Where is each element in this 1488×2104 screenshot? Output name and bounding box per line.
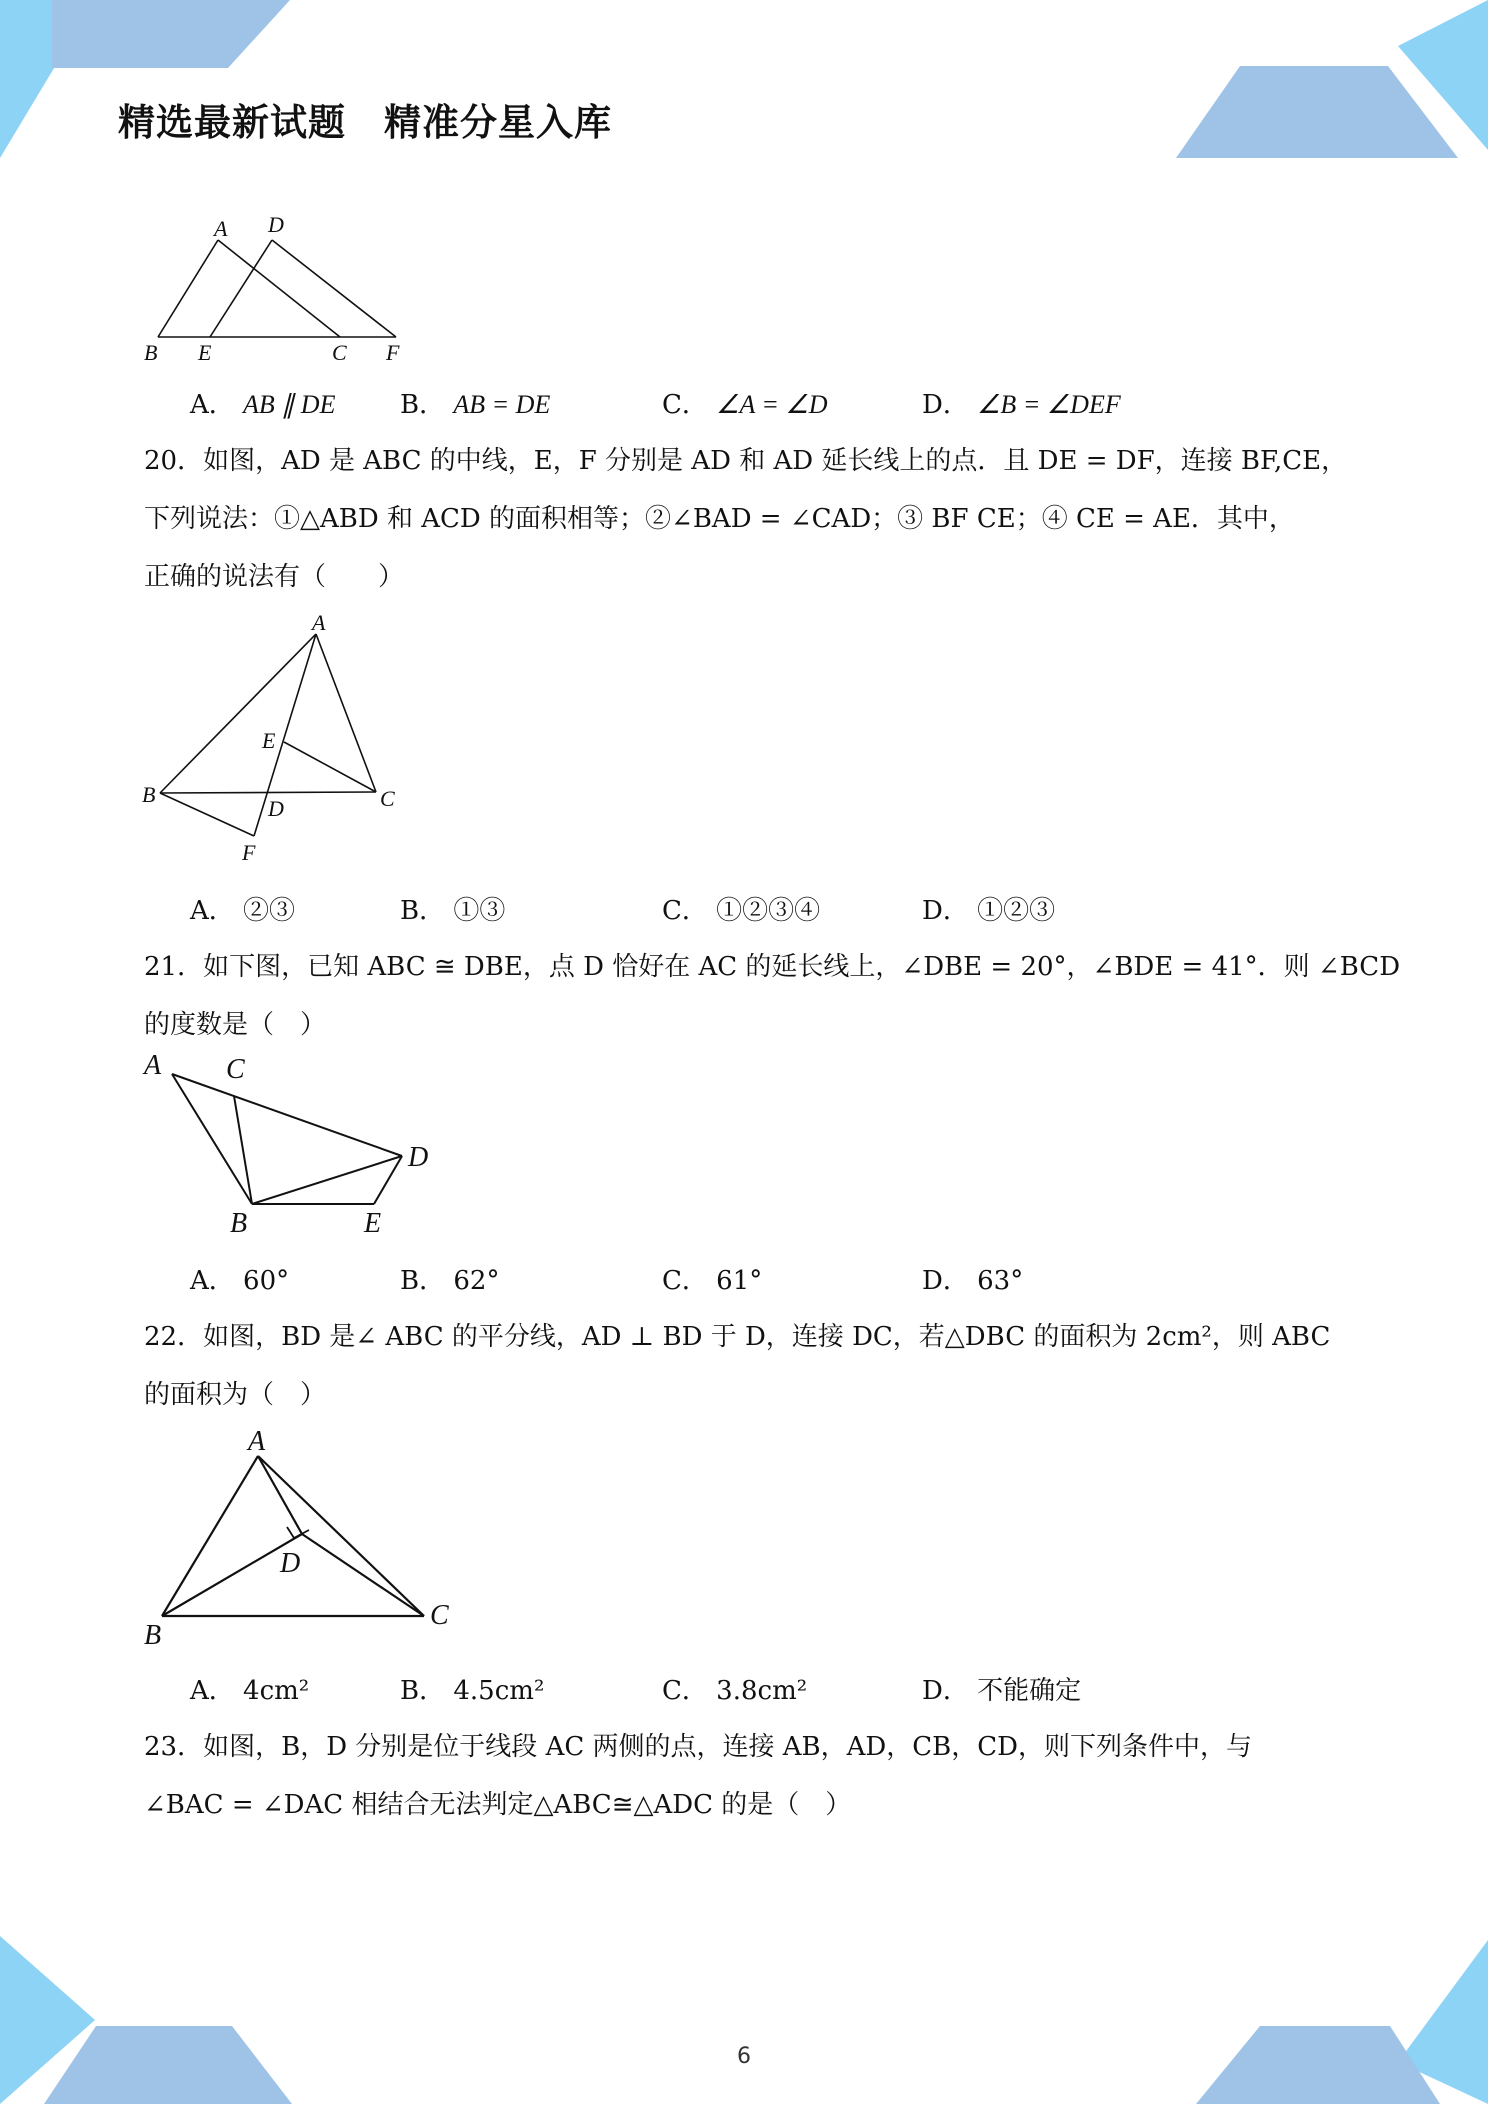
option-letter: D． — [922, 1676, 969, 1706]
q20-option-b[interactable] — [400, 890, 505, 927]
option-letter: B． — [400, 896, 446, 926]
option-letter: A． — [190, 390, 235, 420]
q22-label-c: C — [430, 1600, 449, 1631]
q19-figure — [138, 212, 418, 367]
option-letter: D． — [922, 390, 969, 420]
q22-line-1: 22．如图，BD 是∠ ABC 的平分线，AD ⊥ BD 于 D，连接 DC，若△DBC 的面积为 2cm²，则 ABC — [144, 1322, 1331, 1352]
q20-label-d: D — [268, 796, 284, 821]
q19-label-a: A — [214, 216, 228, 241]
q22-line-2: 的面积为（ ） — [144, 1380, 327, 1410]
q19-option-a[interactable] — [190, 384, 335, 421]
page-number: 6 — [737, 2044, 751, 2069]
q21-figure — [138, 1052, 448, 1242]
option-letter: D． — [922, 896, 969, 926]
q19-label-f: F — [386, 340, 400, 365]
q19-option-c[interactable] — [662, 384, 828, 421]
q19-label-e: E — [198, 340, 212, 365]
q23-line-1: 23．如图，B，D 分别是位于线段 AC 两侧的点，连接 AB，AD，CB，CD，则下列条件中，与 — [144, 1732, 1253, 1762]
option-letter: B． — [400, 1266, 446, 1296]
q19-label-c: C — [332, 340, 347, 365]
option-text: 61° — [716, 1266, 763, 1296]
q20-option-d[interactable] — [922, 890, 1055, 927]
option-letter: C． — [662, 1266, 708, 1296]
option-text: 4.5cm² — [453, 1676, 545, 1706]
top-left-band — [52, 0, 290, 68]
option-text: ①③ — [453, 896, 506, 926]
option-text: ②③ — [243, 896, 296, 926]
q19-label-d: D — [268, 212, 284, 237]
q19-option-b[interactable] — [400, 384, 550, 421]
q19-label-b: B — [144, 340, 158, 365]
option-letter: C． — [662, 390, 708, 420]
option-letter: A． — [190, 1676, 235, 1706]
option-letter: A． — [190, 896, 235, 926]
q20-figure — [138, 606, 408, 872]
option-letter: B． — [400, 1676, 446, 1706]
option-text: ①②③④ — [716, 896, 821, 926]
option-letter: C． — [662, 1676, 708, 1706]
option-text: AB ∥ DE — [243, 390, 336, 419]
option-letter: B． — [400, 390, 446, 420]
q22-option-c[interactable] — [662, 1670, 807, 1707]
q22-label-b: B — [144, 1620, 162, 1650]
q20-label-e: E — [262, 728, 276, 753]
option-letter: C． — [662, 896, 708, 926]
q22-option-d[interactable] — [922, 1670, 1081, 1707]
q21-option-d[interactable] — [922, 1260, 1023, 1297]
option-text: 3.8cm² — [716, 1676, 808, 1706]
q21-option-a[interactable] — [190, 1260, 289, 1297]
option-text: AB = DE — [453, 390, 551, 419]
q20-label-c: C — [380, 786, 395, 811]
q20-label-f: F — [242, 840, 256, 865]
q20-line-2: 下列说法：①△ABD 和 ACD 的面积相等；②∠BAD = ∠CAD；③ BF CE；④ CE = AE．其中， — [144, 504, 1295, 534]
q23-line-2: ∠BAC = ∠DAC 相结合无法判定△ABC≅△ADC 的是（ ） — [144, 1790, 852, 1820]
q20-option-c[interactable] — [662, 890, 820, 927]
option-text: 60° — [243, 1266, 290, 1296]
option-text: ∠A = ∠D — [716, 390, 828, 419]
q21-label-a: A — [144, 1052, 162, 1081]
option-text: 不能确定 — [977, 1676, 1082, 1706]
top-right-trapezoid — [1176, 66, 1458, 158]
page-header-title: 精选最新试题 精准分星入库 — [118, 101, 612, 144]
q20-label-a: A — [312, 610, 326, 635]
q21-option-b[interactable] — [400, 1260, 499, 1297]
q20-line-3: 正确的说法有（ ） — [144, 562, 405, 592]
q21-line-1: 21．如下图，已知 ABC ≅ DBE，点 D 恰好在 AC 的延长线上，∠DBE = 20°，∠BDE = 41°．则 ∠BCD — [144, 952, 1401, 982]
q22-figure — [138, 1420, 468, 1650]
option-text: 62° — [453, 1266, 500, 1296]
q19-option-d[interactable] — [922, 384, 1121, 421]
q20-option-a[interactable] — [190, 890, 295, 927]
option-text: 4cm² — [243, 1676, 310, 1706]
q22-label-d: D — [280, 1548, 301, 1579]
option-text: ∠B = ∠DEF — [977, 390, 1121, 419]
option-text: ①②③ — [977, 896, 1056, 926]
q22-option-b[interactable] — [400, 1670, 544, 1707]
q21-label-b: B — [230, 1208, 248, 1239]
q21-option-c[interactable] — [662, 1260, 762, 1297]
q21-label-e: E — [364, 1208, 382, 1239]
q20-label-b: B — [142, 782, 156, 807]
q21-label-c: C — [226, 1054, 245, 1085]
q22-label-a: A — [248, 1426, 266, 1457]
q20-line-1: 20．如图，AD 是 ABC 的中线，E，F 分别是 AD 和 AD 延长线上的点．且 DE = DF，连接 BF,CE， — [144, 446, 1348, 476]
q21-line-2: 的度数是（ ） — [144, 1010, 327, 1040]
option-letter: D． — [922, 1266, 969, 1296]
q21-label-d: D — [408, 1142, 429, 1173]
option-letter: A． — [190, 1266, 235, 1296]
q22-option-a[interactable] — [190, 1670, 309, 1707]
option-text: 63° — [977, 1266, 1024, 1296]
